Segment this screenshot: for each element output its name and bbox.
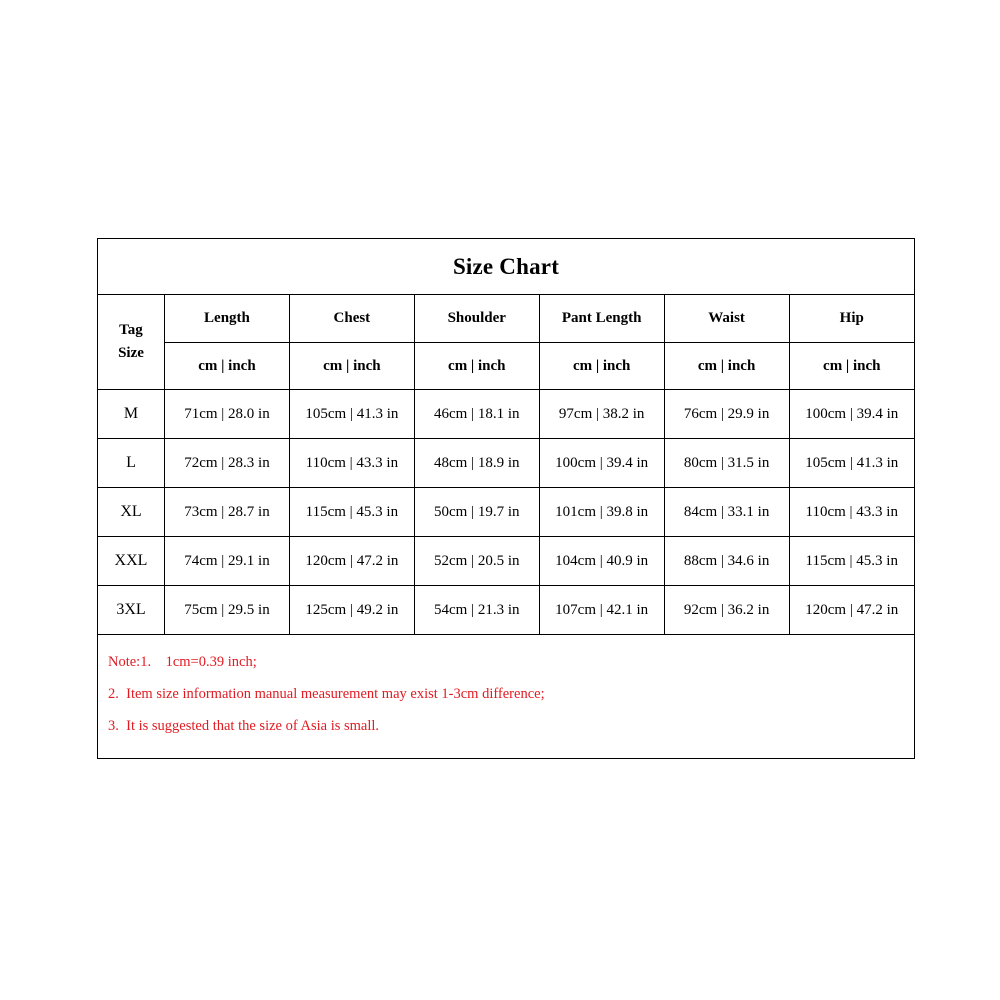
cell-length: 71cm | 28.0 in — [165, 390, 290, 439]
unit-header-pant-length: cm | inch — [539, 343, 664, 390]
unit-header-hip: cm | inch — [789, 343, 914, 390]
note-line-3: 3. It is suggested that the size of Asia is small. — [108, 717, 380, 734]
tag-size-header — [98, 295, 165, 390]
cell-shoulder: 46cm | 18.1 in — [414, 390, 539, 439]
cell-pant-length: 97cm | 38.2 in — [539, 390, 664, 439]
cell-hip: 105cm | 41.3 in — [789, 439, 914, 488]
column-header-chest: Chest — [289, 295, 414, 343]
note-line-2: 2. Item size information manual measurement may exist 1-3cm difference; — [108, 685, 545, 702]
column-header-hip: Hip — [789, 295, 914, 343]
size-chart-container — [97, 238, 915, 759]
table-row — [98, 537, 914, 586]
cell-pant-length: 107cm | 42.1 in — [539, 586, 664, 635]
tag-size-header-line1: Tag — [119, 321, 143, 338]
cell-waist: 84cm | 33.1 in — [664, 488, 789, 537]
cell-pant-length: 100cm | 39.4 in — [539, 439, 664, 488]
column-header-waist: Waist — [664, 295, 789, 343]
cell-waist: 76cm | 29.9 in — [664, 390, 789, 439]
tag-size-header-line2: Size — [118, 345, 144, 361]
table-row — [98, 439, 914, 488]
unit-header-shoulder: cm | inch — [414, 343, 539, 390]
column-header-pant-length: Pant Length — [539, 295, 664, 343]
cell-pant-length: 104cm | 40.9 in — [539, 537, 664, 586]
cell-length: 73cm | 28.7 in — [165, 488, 290, 537]
cell-hip: 115cm | 45.3 in — [789, 537, 914, 586]
cell-length: 75cm | 29.5 in — [165, 586, 290, 635]
cell-hip: 110cm | 43.3 in — [789, 488, 914, 537]
page-title: Size Chart — [98, 239, 914, 295]
table-row — [98, 488, 914, 537]
cell-waist: 92cm | 36.2 in — [664, 586, 789, 635]
cell-shoulder: 50cm | 19.7 in — [414, 488, 539, 537]
table-row — [98, 586, 914, 635]
unit-header-chest: cm | inch — [289, 343, 414, 390]
cell-length: 72cm | 28.3 in — [165, 439, 290, 488]
cell-chest: 110cm | 43.3 in — [289, 439, 414, 488]
cell-shoulder: 54cm | 21.3 in — [414, 586, 539, 635]
cell-chest: 120cm | 47.2 in — [289, 537, 414, 586]
unit-header-length: cm | inch — [165, 343, 290, 390]
column-header-shoulder: Shoulder — [414, 295, 539, 343]
cell-chest: 105cm | 41.3 in — [289, 390, 414, 439]
cell-length: 74cm | 29.1 in — [165, 537, 290, 586]
row-size-label: L — [98, 439, 165, 488]
row-size-label: 3XL — [98, 586, 165, 635]
row-size-label: XL — [98, 488, 165, 537]
cell-waist: 88cm | 34.6 in — [664, 537, 789, 586]
cell-chest: 125cm | 49.2 in — [289, 586, 414, 635]
table-header-row — [98, 295, 914, 343]
cell-pant-length: 101cm | 39.8 in — [539, 488, 664, 537]
column-header-length: Length — [165, 295, 290, 343]
row-size-label: M — [98, 390, 165, 439]
cell-chest: 115cm | 45.3 in — [289, 488, 414, 537]
cell-shoulder: 52cm | 20.5 in — [414, 537, 539, 586]
cell-waist: 80cm | 31.5 in — [664, 439, 789, 488]
table-row — [98, 390, 914, 439]
cell-shoulder: 48cm | 18.9 in — [414, 439, 539, 488]
cell-hip: 120cm | 47.2 in — [789, 586, 914, 635]
note-line-1: Note:1. 1cm=0.39 inch; — [108, 654, 257, 670]
notes-section — [98, 634, 914, 758]
table-unit-row — [98, 343, 914, 390]
size-chart-table — [98, 295, 914, 634]
unit-header-waist: cm | inch — [664, 343, 789, 390]
row-size-label: XXL — [98, 537, 165, 586]
cell-hip: 100cm | 39.4 in — [789, 390, 914, 439]
